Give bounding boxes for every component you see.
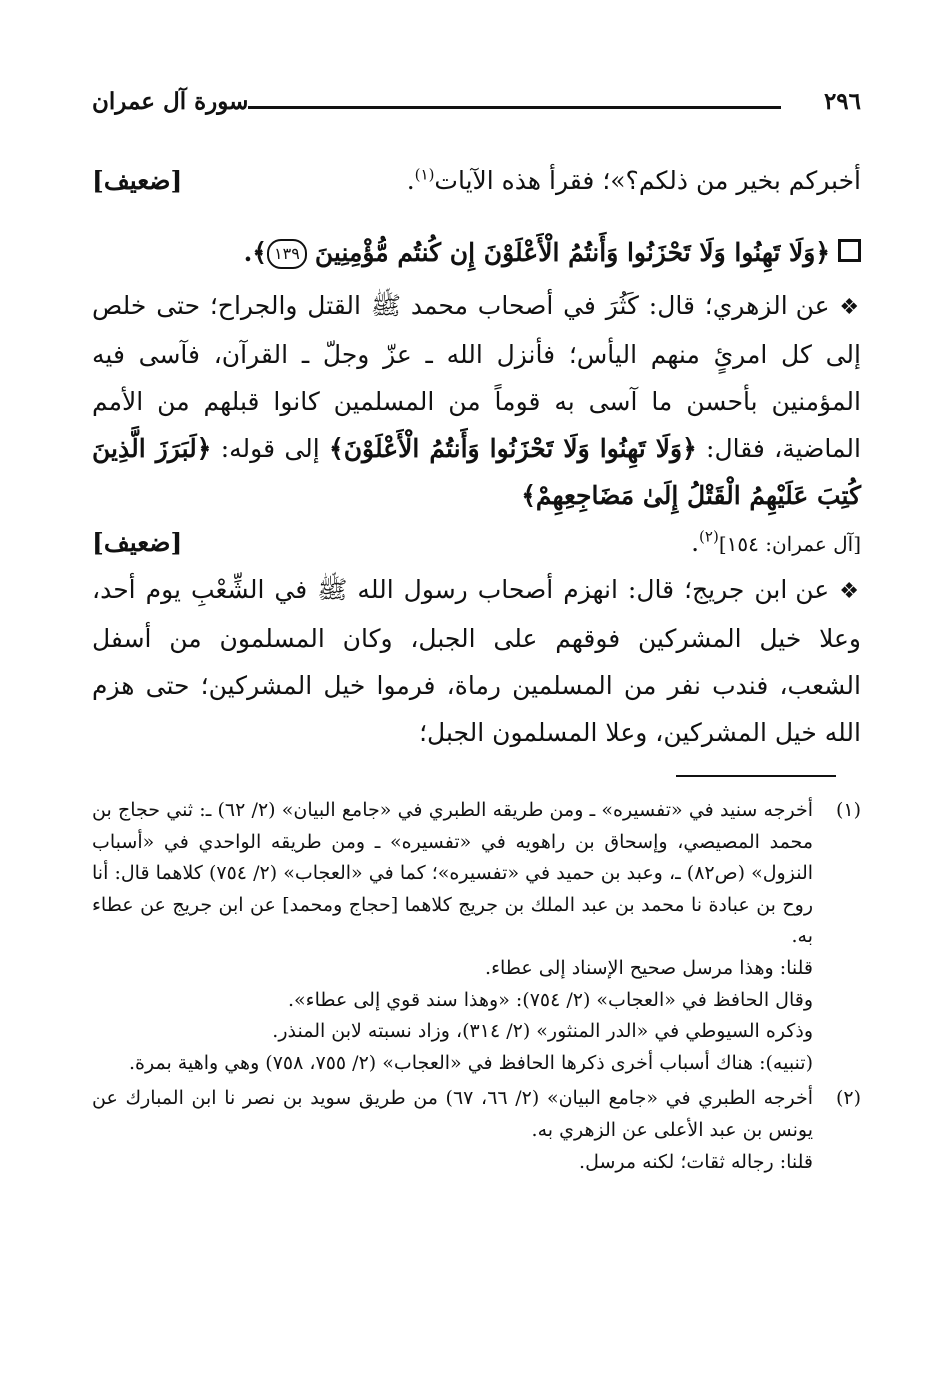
footnote-marker-1: (١) [414, 165, 435, 184]
footnote-1 [92, 795, 861, 1079]
grade-label: [ضعيف] [92, 528, 183, 557]
footnote-line: (تنبيه): هناك أسباب أخرى ذكرها الحافظ في «العجاب» (٢/ ٧٥٥، ٧٥٨) وهي واهية بمرة. [128, 1051, 813, 1074]
verse-number-marker: ١٣٩ [267, 239, 307, 269]
surah-title: سورة آل عمران [92, 88, 249, 115]
verse-block [92, 229, 861, 276]
verse-reference: [آل عمران: ١٥٤] [718, 532, 861, 556]
footnote-line: قلنا: رجاله ثقات؛ لكنه مرسل. [579, 1150, 813, 1173]
grade-label: [ضعيف] [92, 166, 183, 195]
block1-text: أخبركم بخير من ذلكم؟»؛ فقرأ هذه الآيات [434, 166, 861, 195]
footnote-separator [676, 775, 836, 777]
page-header [92, 88, 861, 124]
footnote-line: أخرجه سنيد في «تفسيره» ـ ومن طريقه الطبري في «جامع البيان» (٢/ ٦٢) ـ: ثني حجاج بن محمد المصيصي، وإسحاق بن راهويه في «تفسيره» ـ ومن طريقه الواحدي في «أسباب النزول» (ص٨٢) ـ، وعبد بن حميد في «تفسيره»؛ كما في «العجاب» (٢/ ٧٥٤) كلاهما قال: أنا روح بن عبادة نا محمد بن عبد الملك بن جريج كلاهما [حجاج ومحمد] عن ابن جريج عن عطاء به. [92, 799, 814, 948]
footnote-2 [92, 1083, 861, 1178]
footnote-line: وقال الحافظ في «العجاب» (٢/ ٧٥٤): «وهذا سند قوي إلى عطاء». [287, 988, 813, 1011]
zuhri-mid: إلى قوله: [211, 434, 330, 463]
footnotes [92, 795, 861, 1182]
footnote-line: قلنا: وهذا مرسل صحيح الإسناد إلى عطاء. [485, 956, 813, 979]
block1-end: . [406, 166, 415, 195]
jurayj-text: عن ابن جريج؛ قال: انهزم أصحاب رسول الله ﷺ في الشِّعْبِ يوم أحد، وعلا خيل المشركين فوقهم على الجبل، وكان المسلمون من أسفل الشعب، فندب نفر من المسلمين رماة، فرموا خيل المشركين؛ حتى هزم الله خيل المشركين، وعلا المسلمون الجبل؛ [92, 575, 861, 747]
footnote-line: وذكره السيوطي في «الدر المنثور» (٢/ ٣١٤)، وزاد نسبته لابن المنذر. [272, 1020, 813, 1043]
text-block-1 [92, 157, 861, 204]
zuhri-quote-1: ﴿وَلَا تَهِنُوا وَلَا تَحْزَنُوا وَأَنتُمُ الْأَعْلَوْنَ﴾ [329, 434, 697, 463]
footnote-number: (١) [835, 799, 861, 821]
footnote-line: أخرجه الطبري في «جامع البيان» (٢/ ٦٦، ٦٧) من طريق سويد بن نصر نا ابن المبارك عن يونس بن عبد الأعلى عن الزهري به. [92, 1087, 814, 1141]
footnote-marker-2: (٢) [699, 527, 719, 546]
footnote-number: (٢) [835, 1087, 861, 1110]
verse-close: ﴾. [243, 238, 267, 267]
header-rule [248, 106, 781, 109]
square-bullet-icon [838, 239, 861, 262]
zuhri-quote-2: ﴿لَبَرَزَ الَّذِينَ كُتِبَ عَلَيْهِمُ الْقَتْلُ إِلَىٰ مَضَاجِعِهِمْ﴾ [92, 434, 861, 510]
page-number: ٢٩٦ [823, 88, 861, 115]
verse-text: ﴿وَلَا تَهِنُوا وَلَا تَحْزَنُوا وَأَنتُمُ الْأَعْلَوْنَ إِن كُنتُم مُّؤْمِنِينَ [314, 238, 830, 267]
zuhri-end: . [691, 528, 700, 557]
diamond-bullet-icon: ❖ [839, 295, 862, 320]
zuhri-text: عن الزهري؛ قال: كَثُرَ في أصحاب محمد ﷺ القتل والجراح؛ حتى خلص إلى كل امرئٍ منهم اليأس؛ فأنزل الله ـ عزّ وجلّ ـ القرآن، فآسى فيه المؤمنين بأحسن ما آسى به قوماً من المسلمين كانوا قبلهم من الأمم الماضية، فقال: [92, 291, 861, 463]
paragraph-jurayj [92, 566, 861, 756]
diamond-bullet-icon: ❖ [839, 579, 861, 604]
paragraph-zuhri [92, 282, 861, 568]
